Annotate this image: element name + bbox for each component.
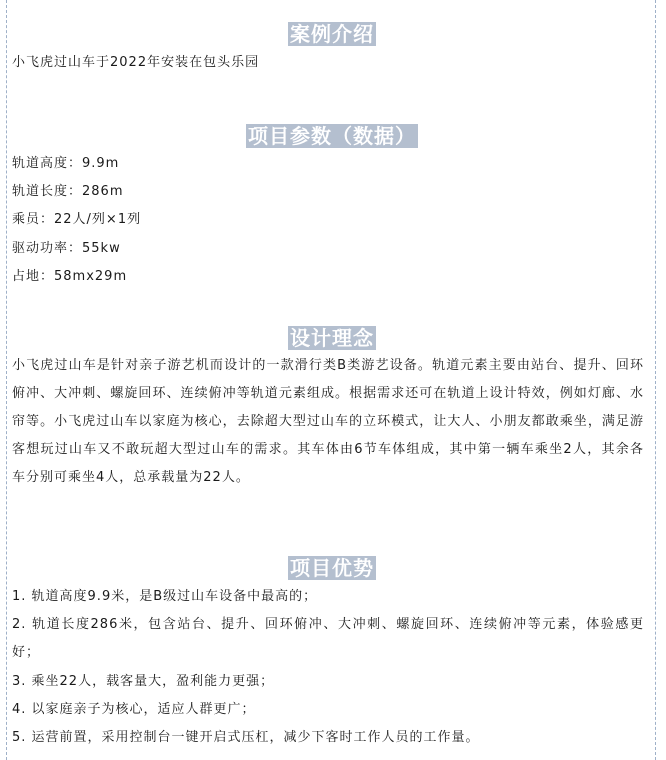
section-title-params: 项目参数（数据） [248,124,416,148]
advantage-item: 5. 运营前置，采用控制台一键开启式压杠，减少下客时工作人员的工作量。 [12,730,480,745]
param-item: 乘员：22人/列×1列 [12,212,142,227]
intro-text: 小飞虎过山车于2022年安装在包头乐园 [12,55,260,70]
section-title-advantages: 项目优势 [290,556,374,580]
param-item: 轨道高度：9.9m [12,156,120,171]
advantage-item: 3. 乘坐22人，载客量大，盈利能力更强； [12,674,275,689]
param-item: 占地：58mx29m [12,269,128,284]
section-title-design: 设计理念 [290,326,374,350]
design-text: 小飞虎过山车是针对亲子游艺机而设计的一款滑行类B类游艺设备。轨道元素主要由站台、提升、回环俯冲、大冲刺、螺旋回环、连续俯冲等轨道元素组成。根据需求还可在轨道上设计特效，例如灯廊、水帘等。小飞虎过山车以家庭为核心，去除超大型过山车的立环模式，让大人、小朋友都敢乘坐，满足游客想玩过山车又不敢玩超大型过山车的需求。其车体由6节车体组成，其中第一辆车乘坐2人，其余各车分别可乘坐4人，总承载量为22人。 [12,358,644,485]
advantage-item: 4. 以家庭亲子为核心，适应人群更广； [12,702,256,717]
param-item: 轨道长度：286m [12,184,124,199]
section-title-intro: 案例介绍 [290,22,374,46]
param-item: 驱动功率：55kw [12,241,121,256]
advantage-item: 2. 轨道长度286米，包含站台、提升、回环俯冲、大冲刺、螺旋回环、连续俯冲等元素，体验感更好； [12,617,644,660]
advantage-item: 1. 轨道高度9.9米，是B级过山车设备中最高的； [12,589,318,604]
